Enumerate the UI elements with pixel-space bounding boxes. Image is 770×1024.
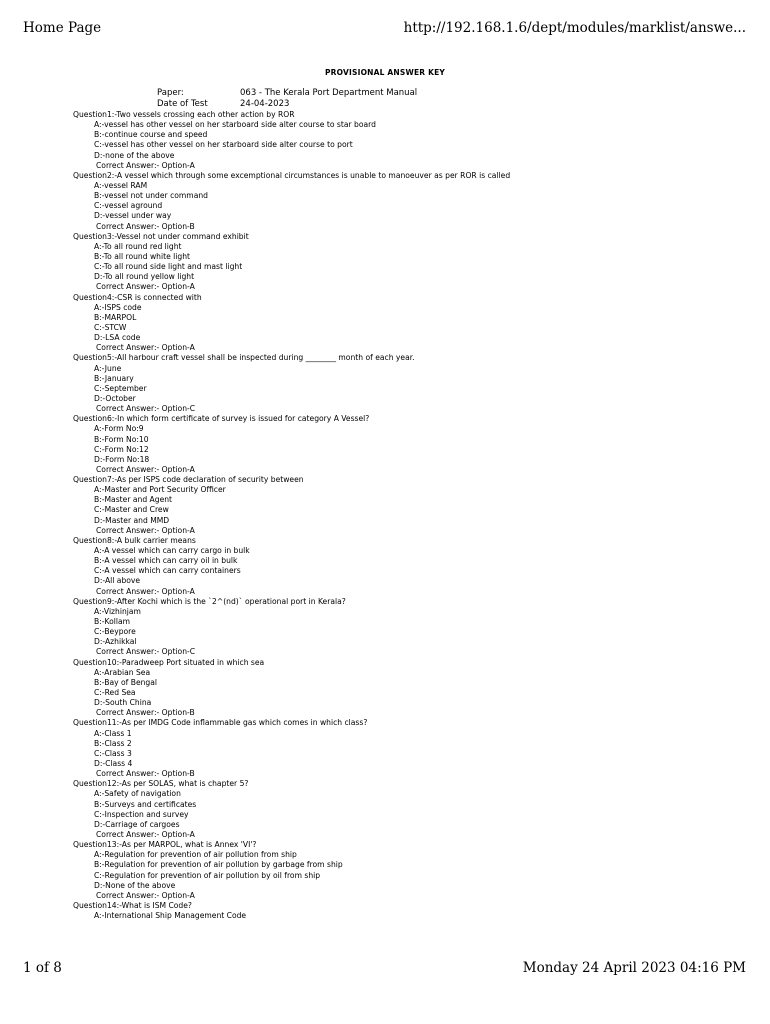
page-indicator: 1 of 8 xyxy=(23,960,62,976)
answer-option: B:-Surveys and certificates xyxy=(94,799,197,809)
answer-option: B:-A vessel which can carry oil in bulk xyxy=(94,556,238,566)
question-block xyxy=(73,597,733,658)
answer-option: B:-Form No:10 xyxy=(94,434,149,444)
answer-option: A:-ISPS code xyxy=(94,302,142,312)
question-text: Question6:-In which form certificate of survey is issued for category A Vessel? xyxy=(73,414,370,424)
question-text: Question1:-Two vessels crossing each other action by ROR xyxy=(73,110,295,119)
correct-answer: Correct Answer:- Option-B xyxy=(96,221,195,231)
question-text: Question5:-All harbour craft vessel shall be inspected during ________ month of each year. xyxy=(73,353,415,363)
answer-option: C:-Form No:12 xyxy=(94,444,149,454)
answer-option: D:-All above xyxy=(94,576,141,586)
answer-option: C:-STCW xyxy=(94,322,127,332)
answer-option: A:-vessel has other vessel on her starboard side alter course to star board xyxy=(94,120,376,130)
answer-option: B:-Regulation for prevention of air pollution by garbage from ship xyxy=(94,860,343,870)
question-block xyxy=(73,171,733,232)
answer-option: B:-Bay of Bengal xyxy=(94,677,158,687)
answer-option: C:-Master and Crew xyxy=(94,505,169,515)
correct-answer: Correct Answer:- Option-B xyxy=(96,769,195,779)
answer-option: B:-January xyxy=(94,373,134,383)
answer-option: D:-LSA code xyxy=(94,333,141,343)
question-text: Question12:-As per SOLAS, what is chapter 5? xyxy=(73,779,249,789)
document-heading: PROVISIONAL ANSWER KEY xyxy=(324,68,446,77)
answer-option: A:-June xyxy=(94,363,122,373)
answer-option: A:-Form No:9 xyxy=(94,424,144,434)
question-text: Question14:-What is ISM Code? xyxy=(73,900,192,910)
answer-option: C:-Class 3 xyxy=(94,748,132,758)
answer-option: B:-Kollam xyxy=(94,617,131,627)
question-text: Question4:-CSR is connected with xyxy=(73,292,202,302)
answer-option: C:-Red Sea xyxy=(94,688,136,698)
answer-option: B:-MARPOL xyxy=(94,312,137,322)
question-text: Question7:-As per ISPS code declaration of security between xyxy=(73,475,304,485)
answer-option: D:-Form No:18 xyxy=(94,454,150,464)
answer-option: A:-vessel RAM xyxy=(94,180,148,190)
correct-answer: Correct Answer:- Option-A xyxy=(96,343,195,353)
answer-option: B:-To all round white light xyxy=(94,251,190,261)
answer-option: D:-October xyxy=(94,393,136,403)
answer-option: D:-None of the above xyxy=(94,880,176,890)
answer-option: C:-vessel has other vessel on her starboard side alter course to port xyxy=(94,140,353,150)
correct-answer: Correct Answer:- Option-C xyxy=(96,404,196,414)
answer-option: D:-Master and MMD xyxy=(94,515,170,525)
page-url: http://192.168.1.6/dept/modules/marklist/answe... xyxy=(403,20,746,36)
paper-label: Paper: xyxy=(157,88,184,98)
question-block xyxy=(73,232,733,293)
correct-answer: Correct Answer:- Option-A xyxy=(96,464,195,474)
question-text: Question10:-Paradweep Port situated in which sea xyxy=(73,657,265,667)
answer-option: A:-Master and Port Security Officer xyxy=(94,485,226,495)
question-block xyxy=(73,475,733,536)
answer-option: B:-Class 2 xyxy=(94,738,132,748)
question-list xyxy=(73,110,733,921)
question-block xyxy=(73,840,733,901)
correct-answer: Correct Answer:- Option-A xyxy=(96,890,195,900)
question-block xyxy=(73,779,733,840)
answer-option: C:-Regulation for prevention of air pollution by oil from ship xyxy=(94,870,321,880)
question-text: Question11:-As per IMDG Code inflammable gas which comes in which class? xyxy=(73,718,368,728)
answer-option: D:-Class 4 xyxy=(94,759,133,768)
question-text: Question3:-Vessel not under command exhibit xyxy=(73,231,249,241)
question-block xyxy=(73,718,733,779)
answer-option: C:-vessel aground xyxy=(94,201,163,211)
browser-page-title: Home Page xyxy=(23,20,102,36)
question-block xyxy=(73,414,733,475)
correct-answer: Correct Answer:- Option-A xyxy=(96,829,195,839)
answer-option: C:-September xyxy=(94,383,147,393)
question-text: Question8:-A bulk carrier means xyxy=(73,535,196,545)
question-block xyxy=(73,353,733,414)
correct-answer: Correct Answer:- Option-A xyxy=(96,282,195,292)
answer-option: D:-vessel under way xyxy=(94,211,172,221)
print-datetime: Monday 24 April 2023 04:16 PM xyxy=(522,960,746,976)
answer-option: A:-Arabian Sea xyxy=(94,667,151,677)
question-text: Question2:-A vessel which through some excemptional circumstances is unable to manoeuver as per ROR is called xyxy=(73,170,511,180)
date-value: 24-04-2023 xyxy=(240,99,290,109)
answer-option: A:-To all round red light xyxy=(94,241,182,251)
question-block xyxy=(73,293,733,354)
question-text: Question13:-As per MARPOL, what is Annex 'VI'? xyxy=(73,840,257,850)
correct-answer: Correct Answer:- Option-A xyxy=(96,160,195,170)
answer-option: A:-Class 1 xyxy=(94,728,132,738)
answer-option: D:-South China xyxy=(94,698,152,708)
correct-answer: Correct Answer:- Option-C xyxy=(96,647,196,657)
question-block xyxy=(73,110,733,171)
answer-option: A:-Safety of navigation xyxy=(94,789,181,799)
question-block xyxy=(73,536,733,597)
question-block xyxy=(73,658,733,719)
answer-option: C:-A vessel which can carry containers xyxy=(94,566,241,576)
date-row xyxy=(157,99,289,109)
answer-option: A:-Vizhinjam xyxy=(94,606,141,616)
answer-option: A:-International Ship Management Code xyxy=(94,911,247,921)
answer-option: C:-Beypore xyxy=(94,627,136,637)
date-label: Date of Test xyxy=(157,99,208,109)
answer-option: A:-Regulation for prevention of air pollution from ship xyxy=(94,850,297,860)
answer-option: C:-To all round side light and mast light xyxy=(94,262,243,272)
answer-option: B:-Master and Agent xyxy=(94,495,173,505)
answer-option: D:-To all round yellow light xyxy=(94,272,195,282)
paper-value: 063 - The Kerala Port Department Manual xyxy=(240,88,418,98)
question-text: Question9:-After Kochi which is the `2^(nd)` operational port in Kerala? xyxy=(73,596,346,606)
answer-option: C:-Inspection and survey xyxy=(94,809,189,819)
correct-answer: Correct Answer:- Option-A xyxy=(96,586,195,596)
answer-option: A:-A vessel which can carry cargo in bulk xyxy=(94,546,250,556)
answer-option: D:-Carriage of cargoes xyxy=(94,819,180,829)
answer-option: D:-none of the above xyxy=(94,150,175,160)
answer-option: B:-continue course and speed xyxy=(94,130,208,140)
paper-row xyxy=(157,88,417,98)
question-block xyxy=(73,901,733,921)
answer-option: D:-Azhikkal xyxy=(94,637,137,647)
correct-answer: Correct Answer:- Option-B xyxy=(96,708,195,718)
answer-option: B:-vessel not under command xyxy=(94,191,208,201)
correct-answer: Correct Answer:- Option-A xyxy=(96,525,195,535)
